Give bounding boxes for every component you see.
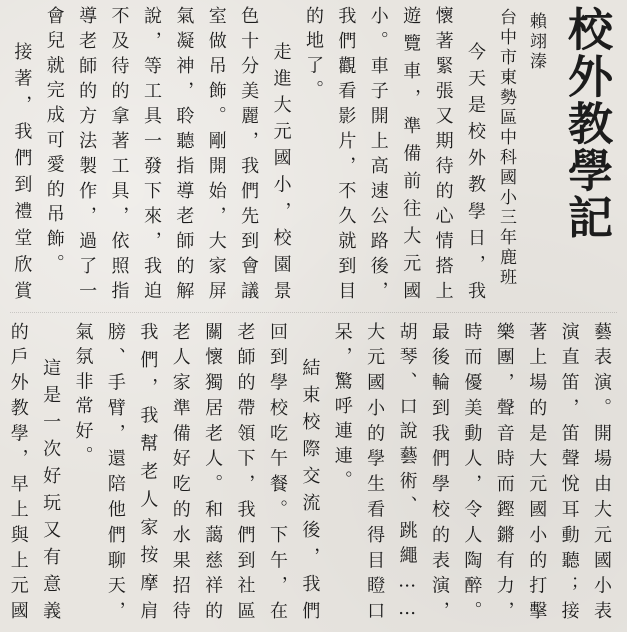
article-top-band — [10, 6, 617, 306]
article-bottom-band — [7, 322, 617, 626]
author-school: 台中市東勢區中科國小三年鹿班 — [496, 8, 516, 288]
author-name: 賴翊溱 — [526, 12, 546, 72]
article-title: 校外教學記 — [560, 6, 613, 241]
paragraph: 藝表演。開場由大元國小表演直笛，笛聲悅耳動聽；接著上場的是大元國小的打擊樂團，聲音時而鏗鏘有力，時而優美動人，令人陶醉。最後輪到我們學校的表演，胡琴、口說藝術、跳繩……大元國小的學生看得目瞪口呆，驚呼連連。 — [331, 322, 612, 626]
paragraph: 今天是校外教學日，我懷著緊張又期待的心情搭上遊覽車，準備前往大元國小。車子開上高速公路後，我們觀看影片，不久就到目的地了。 — [302, 6, 486, 306]
paragraph: 這是一次好玩又有意義的戶外教學，早上與上元國 — [7, 322, 62, 626]
paragraph: 結束校際交流後，我們回到學校吃午餐。下午，在老師的帶領下，我們到社區關懷獨居老人。和藹慈祥的老人家準備好吃的水果招待我們，我幫老人家按摩肩膀、手臂，還陪他們聊天，氣氛非常好。 — [72, 322, 321, 626]
paragraph: 接著，我們到禮堂欣賞 — [11, 42, 33, 306]
band-divider — [10, 312, 617, 313]
paragraph: 走進大元國小，校園景色十分美麗，我們先到會議室做吊飾。剛開始，大家屏氣凝神，聆聽指導老師的解說，等工具一發下來，我迫不及待的拿著工具，依照指導老師的方法製作，過了一會兒就完成可愛的吊飾。 — [43, 6, 292, 306]
